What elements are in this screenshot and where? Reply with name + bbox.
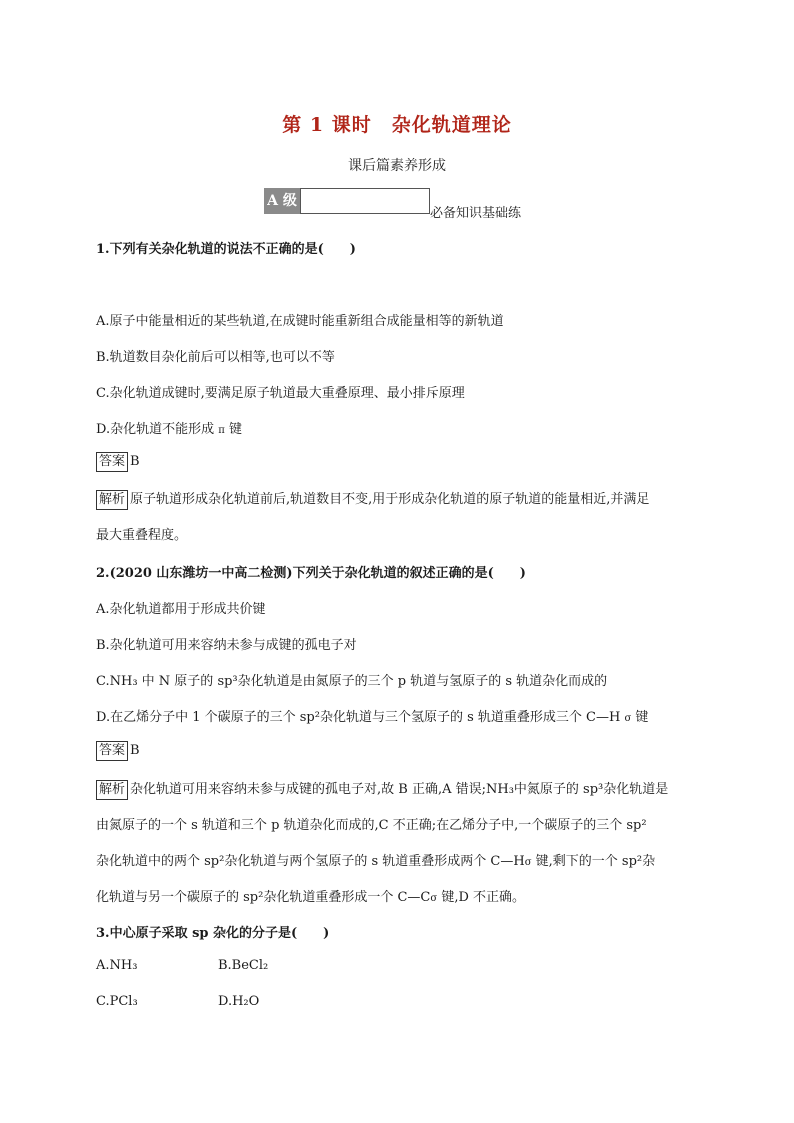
question-1-analysis-line-1: [96, 488, 649, 510]
sigma-symbol: σ: [524, 857, 532, 868]
question-3-option-b: B.BeCl₂: [218, 958, 269, 973]
option-text: D.在乙烯分子中 1 个碳原子的三个 sp²杂化轨道与三个氢原子的 s 轨道重叠形成三个 C—H: [96, 710, 625, 725]
question-3-option-a: A.NH₃: [96, 958, 138, 973]
answer-label: 答案: [96, 741, 128, 761]
question-2-answer: [96, 741, 140, 761]
question-1-option-a: A.原子中能量相近的某些轨道,在成键时能重新组合成能量相等的新轨道: [96, 314, 504, 329]
level-box: [300, 188, 430, 214]
question-2-option-a: A.杂化轨道都用于形成共价键: [96, 602, 266, 617]
question-2-option-b: B.杂化轨道可用来容纳未参与成键的孤电子对: [96, 638, 357, 653]
sigma-symbol: σ: [624, 713, 632, 724]
page-title: 第 1 课时 杂化轨道理论: [282, 114, 512, 136]
answer-value: B: [130, 454, 140, 469]
option-text: 键: [224, 422, 242, 437]
option-text: D.杂化轨道不能形成: [96, 422, 219, 437]
question-2-analysis-line-3: [96, 850, 655, 869]
question-1-option-c: C.杂化轨道成键时,要满足原子轨道最大重叠原理、最小排斥原理: [96, 386, 465, 401]
question-2-analysis-line-1: [96, 778, 668, 800]
analysis-text: 杂化轨道可用来容纳未参与成键的孤电子对,故 B 正确,A 错误;NH₃中氮原子的 sp³杂化轨道是: [130, 782, 669, 797]
question-1-option-d: [96, 418, 242, 437]
analysis-label: 解析: [96, 780, 128, 800]
question-1-analysis-line-2: 最大重叠程度。: [96, 528, 188, 543]
analysis-text: 键,D 不正确。: [437, 890, 526, 905]
question-2-option-c: C.NH₃ 中 N 原子的 sp³杂化轨道是由氮原子的三个 p 轨道与氢原子的 s 轨道杂化而成的: [96, 674, 608, 689]
question-1-answer: [96, 452, 140, 472]
answer-value: B: [130, 743, 140, 758]
question-3-stem: 3.中心原子采取 sp 杂化的分子是( ): [96, 926, 330, 941]
section-subtitle: 课后篇素养形成: [348, 158, 446, 174]
question-2-analysis-line-2: 由氮原子的一个 s 轨道和三个 p 轨道杂化而成的,C 不正确;在乙烯分子中,一个碳原子的三个 sp²: [96, 818, 647, 833]
question-2-option-d: [96, 706, 648, 725]
answer-label: 答案: [96, 452, 128, 472]
question-2-stem: 2.(2020 山东潍坊一中高二检测)下列关于杂化轨道的叙述正确的是( ): [96, 566, 526, 581]
option-text: 键: [631, 710, 649, 725]
analysis-text: 杂化轨道中的两个 sp²杂化轨道与两个氢原子的 s 轨道重叠形成两个 C—H: [96, 854, 525, 869]
question-2-analysis-line-4: [96, 886, 525, 905]
analysis-text: 原子轨道形成杂化轨道前后,轨道数目不变,用于形成杂化轨道的原子轨道的能量相近,并满足: [130, 492, 650, 507]
analysis-label: 解析: [96, 490, 128, 510]
sigma-symbol: σ: [430, 893, 438, 904]
level-tag: A 级: [264, 188, 300, 214]
level-text: 必备知识基础练: [430, 206, 522, 221]
question-1-stem: 1.下列有关杂化轨道的说法不正确的是( ): [96, 242, 356, 257]
pi-symbol: π: [218, 425, 225, 436]
analysis-text: 化轨道与另一个碳原子的 sp²杂化轨道重叠形成一个 C—C: [96, 890, 431, 905]
analysis-text: 键,剩下的一个 sp²杂: [531, 854, 656, 869]
question-1-option-b: B.轨道数目杂化前后可以相等,也可以不等: [96, 350, 335, 365]
question-3-option-c: C.PCl₃: [96, 994, 138, 1009]
question-3-option-d: D.H₂O: [218, 994, 260, 1009]
